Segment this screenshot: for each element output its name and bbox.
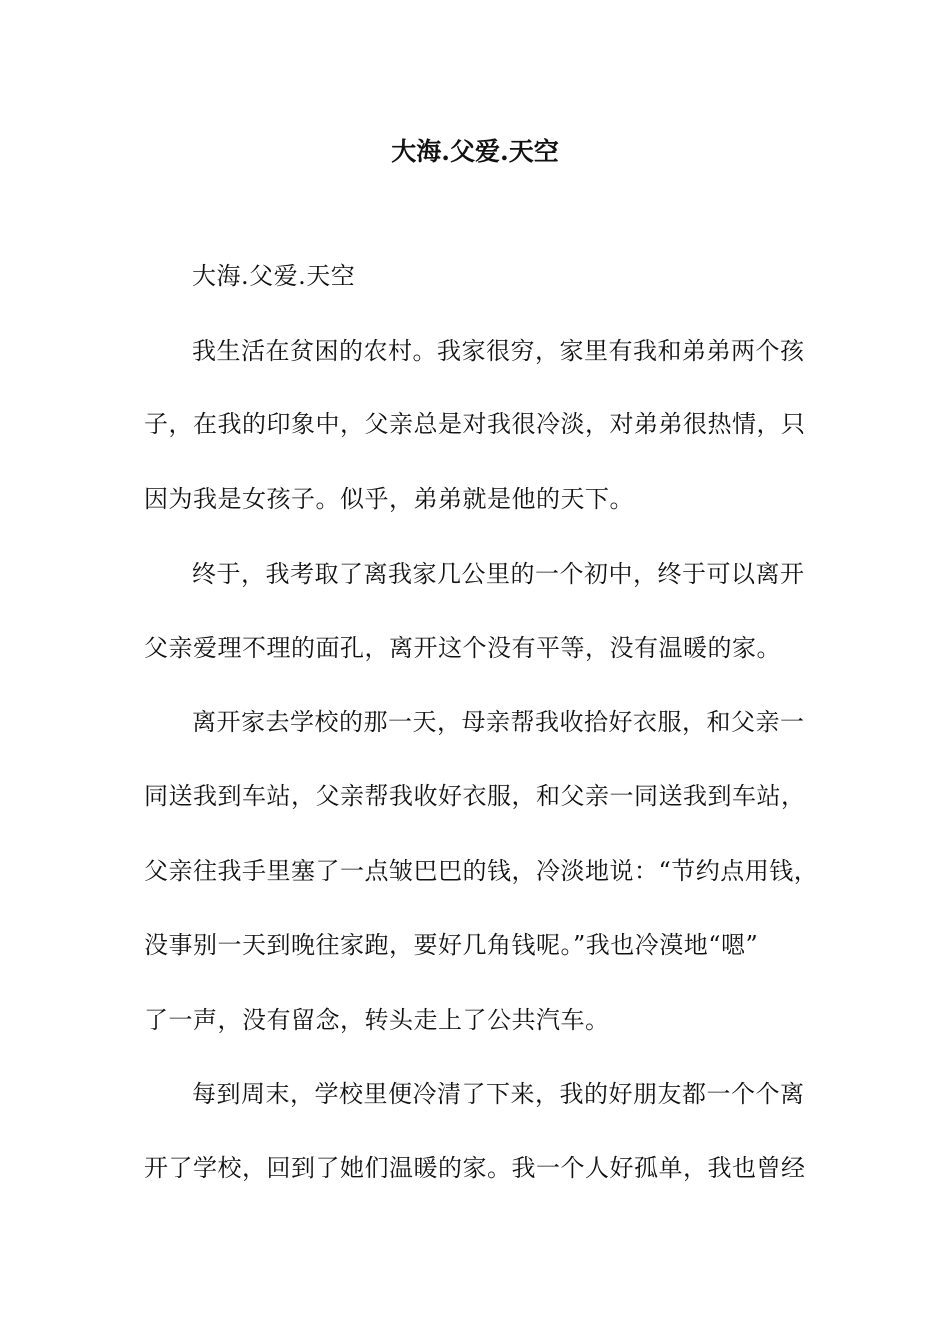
paragraph-line: 大海.父爱.天空 [192, 262, 356, 290]
paragraph-line: 了一声，没有留念，转头走上了公共汽车。 [144, 1006, 610, 1034]
paragraph-line: 同送我到车站，父亲帮我收好衣服，和父亲一同送我到车站， [144, 782, 806, 810]
document-title: 大海.父爱.天空 [391, 137, 559, 166]
paragraph-line: 因为我是女孩子。似乎，弟弟就是他的天下。 [144, 485, 634, 513]
paragraph-line: 每到周末，学校里便冷清了下来，我的好朋友都一个个离 [192, 1080, 805, 1108]
paragraph-line: 父亲爱理不理的面孔，离开这个没有平等，没有温暖的家。 [144, 634, 781, 662]
paragraph-line: 父亲往我手里塞了一点皱巴巴的钱，冷淡地说：“节约点用钱， [144, 857, 819, 885]
paragraph-line: 开了学校，回到了她们温暖的家。我一个人好孤单，我也曾经 [144, 1154, 806, 1182]
paragraph-line: 终于，我考取了离我家几公里的一个初中，终于可以离开 [192, 560, 805, 588]
paragraph-line: 我生活在贫困的农村。我家很穷，家里有我和弟弟两个孩 [192, 337, 805, 365]
paragraph-line: 离开家去学校的那一天，母亲帮我收拾好衣服，和父亲一 [192, 708, 805, 736]
paragraph-line: 没事别一天到晚往家跑，要好几角钱呢。”我也冷漠地“嗯” [144, 931, 759, 959]
paragraph-line: 子，在我的印象中，父亲总是对我很冷淡，对弟弟很热情，只 [144, 410, 806, 438]
